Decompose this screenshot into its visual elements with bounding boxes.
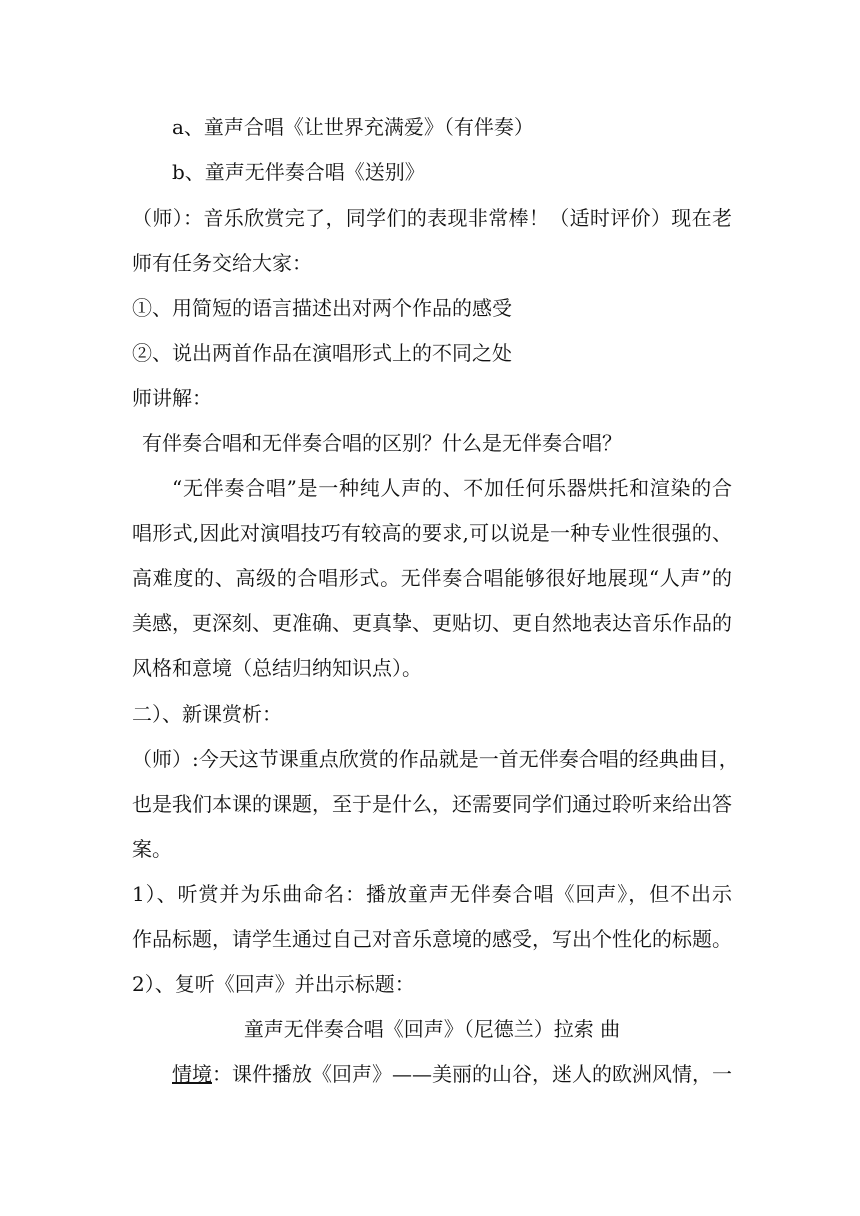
piece-title: 童声无伴奏合唱《回声》（尼德兰）拉索 曲 (243, 1017, 621, 1041)
text-line (172, 1060, 732, 1088)
section-label: 师讲解： (132, 386, 212, 410)
text-line: b、童声无伴奏合唱《送别》 (172, 160, 425, 184)
text-line: 也是我们本课的课题，至于是什么，还需要同学们通过聆听来给出答 (132, 792, 732, 816)
list-item: ②、说出两首作品在演唱形式上的不同之处 (132, 341, 512, 365)
scenario-label: 情境 (172, 1062, 212, 1086)
text-line: 作品标题，请学生通过自己对音乐意境的感受，写出个性化的标题。 (132, 927, 732, 951)
text-line: 风格和意境（总结归纳知识点）。 (132, 656, 422, 680)
text-line: 有伴奏合唱和无伴奏合唱的区别？什么是无伴奏合唱？ (142, 431, 622, 455)
text-line: 2）、复听《回声》并出示标题： (132, 972, 415, 996)
text-line: 师有任务交给大家： (132, 251, 312, 275)
scenario-text: ：课件播放《回声》——美丽的山谷，迷人的欧洲风情，一 (212, 1062, 732, 1086)
text-line: 1）、听赏并为乐曲命名：播放童声无伴奏合唱《回声》，但不出示 (132, 882, 732, 906)
text-line: （师）：音乐欣赏完了，同学们的表现非常棒！（适时评价）现在老 (132, 206, 732, 230)
text-line: a、童声合唱《让世界充满爱》（有伴奏） (172, 115, 534, 139)
text-line: 唱形式,因此对演唱技巧有较高的要求,可以说是一种专业性很强的、 (132, 521, 732, 545)
text-line: 美感，更深刻、更准确、更真挚、更贴切、更自然地表达音乐作品的 (132, 611, 732, 635)
text-line: 案。 (132, 837, 172, 861)
text-line: “无伴奏合唱”是一种纯人声的、不加任何乐器烘托和渲染的合 (172, 476, 732, 500)
text-line: （师）:今天这节课重点欣赏的作品就是一首无伴奏合唱的经典曲目， (132, 747, 739, 771)
text-line: 高难度的、高级的合唱形式。无伴奏合唱能够很好地展现“人声”的 (132, 566, 732, 590)
list-item: ①、用简短的语言描述出对两个作品的感受 (132, 296, 512, 320)
section-heading: 二）、新课赏析： (132, 702, 282, 726)
